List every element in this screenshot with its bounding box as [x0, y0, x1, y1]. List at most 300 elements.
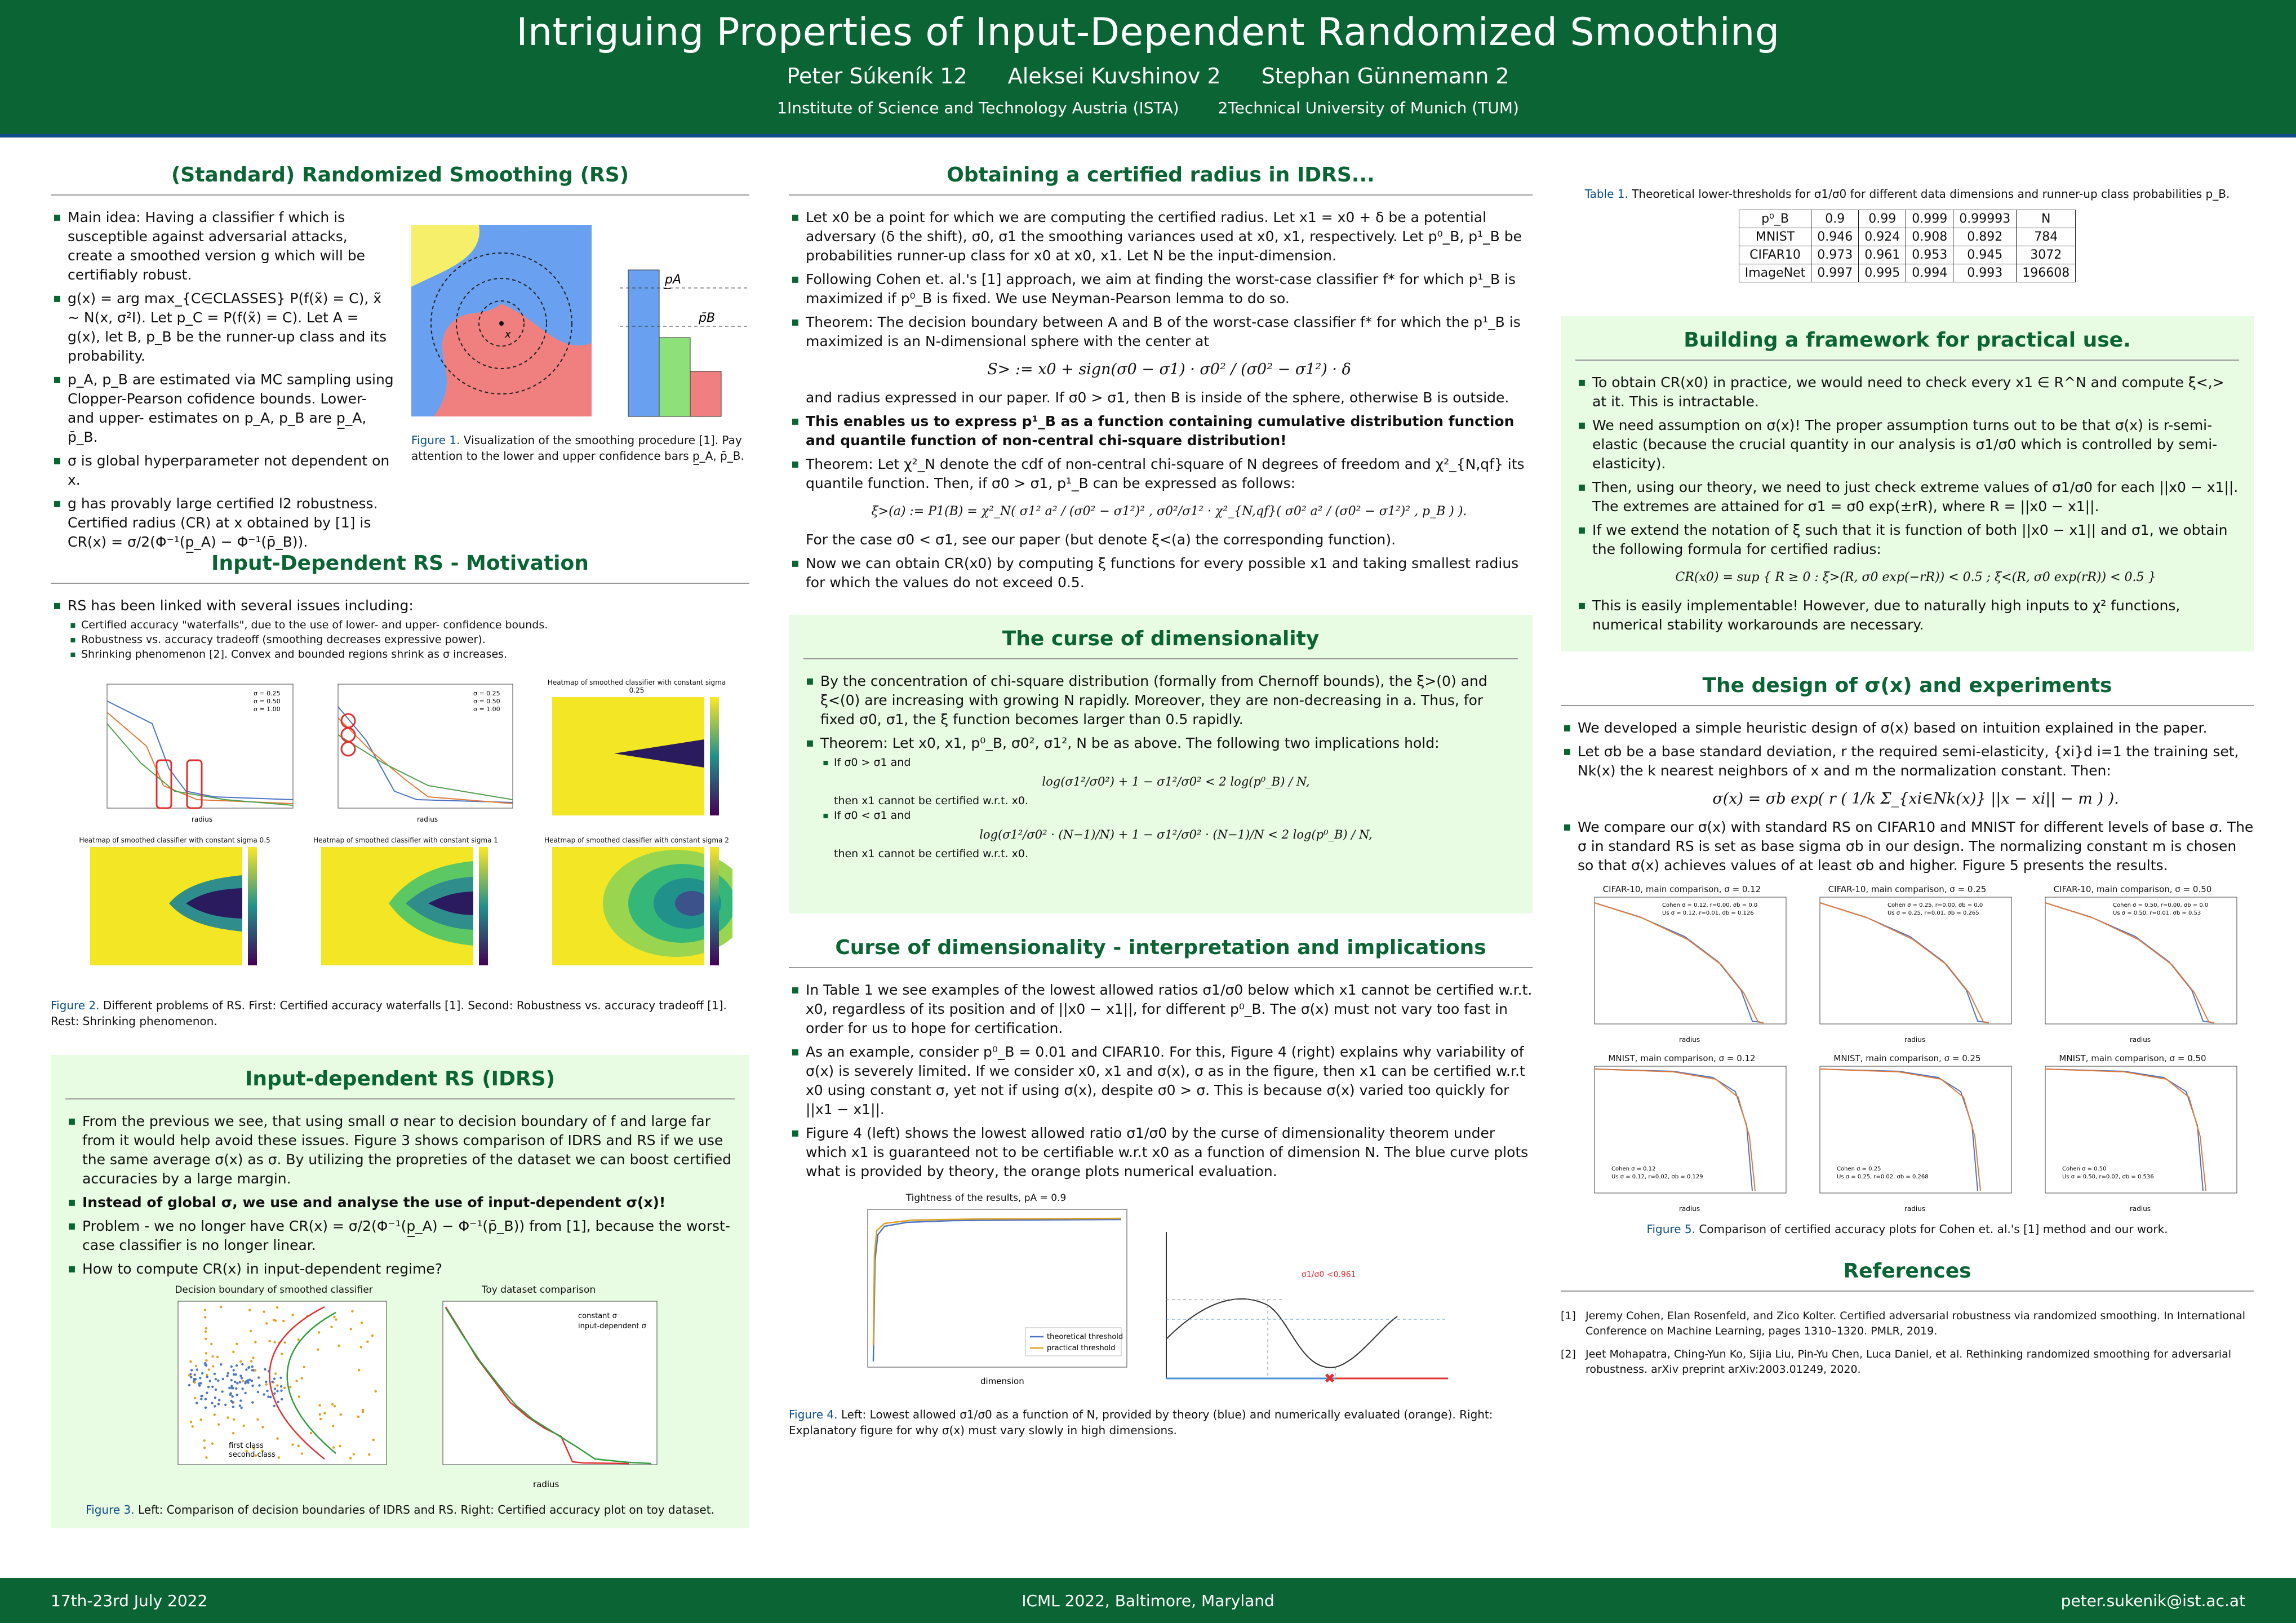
- scatter-point: [319, 1418, 322, 1420]
- scatter-point: [192, 1425, 194, 1427]
- bullet: ▪ Let x0 be a point for which we are computing the certified radius. Let x1 = x0 + δ be a potential adversary (δ the shift), σ0, σ1 the smoothing variances used at x0, x1, respectively. Let p⁰_B, p¹_B be probabilities runner-up class for x0 at x0, x1. Let N be the input-dimension.: [789, 208, 1533, 265]
- section-rs: [51, 208, 749, 550]
- legend-entry: Us σ = 0.50, r=0.02, σb = 0.536: [2062, 1174, 2154, 1180]
- header-divider: [0, 134, 2296, 138]
- legend-entry: input-dependent σ: [578, 1322, 646, 1331]
- bullet: ▪ Figure 4 (left) shows the lowest allowed ratio σ1/σ0 by the curse of dimensionality theorem under which x1 is guaranteed not to be certifiable w.r.t x0 as a function of dimension N. The blue curve plots what is provided by theory, the orange plots numerical evaluation.: [789, 1124, 1533, 1181]
- scatter-point: [236, 1394, 238, 1396]
- scatter-point: [206, 1374, 208, 1376]
- equation: log(σ1²/σ0² · (N−1)/N) + 1 − σ1²/σ0² · (N−1)/N < 2 log(p⁰_B) / N,: [979, 828, 1373, 841]
- scatter-point: [201, 1395, 203, 1397]
- scatter-point: [239, 1360, 242, 1363]
- axis-label: radius: [2130, 1205, 2151, 1213]
- scatter-point: [205, 1352, 207, 1354]
- column-middle: [789, 163, 1533, 1438]
- table-header: 0.99993: [1953, 210, 2017, 228]
- bullet-text: Theorem: The decision boundary between A and B of the worst-case classifier f* for which the p¹_B is maximized is an N-dimensional sphere with the center at: [806, 314, 1521, 349]
- heatmap-title: Heatmap of smoothed classifier with constant sigma 2: [544, 836, 729, 844]
- scatter-point: [267, 1395, 269, 1398]
- comparison-plot: [1572, 1053, 1792, 1218]
- idrs-box: [51, 1055, 749, 1528]
- scatter-point: [214, 1405, 216, 1407]
- smoothing-visualization: [411, 225, 749, 422]
- scatter-point: [222, 1378, 224, 1380]
- column-left: [51, 163, 749, 1528]
- reference-list: [1561, 1309, 2254, 1377]
- bullet: ▪ We compare our σ(x) with standard RS on CIFAR10 and MNIST for different levels of base σ. The σ in standard RS is set as base sigma σb in our design. The normalizing constant m is chosen so that σ(x) achieves values of at least σb and higher. Figure 5 presents the results.: [1561, 818, 2254, 875]
- scatter-point: [276, 1384, 278, 1386]
- heatmap-1: [541, 694, 732, 824]
- scatter-point: [273, 1393, 276, 1395]
- scatter-point: [204, 1316, 206, 1318]
- scatter-point: [298, 1395, 300, 1398]
- bullet: [789, 455, 1533, 549]
- scatter-point: [193, 1378, 196, 1380]
- table-row: [1739, 246, 2075, 264]
- author-list: [0, 63, 2296, 89]
- bullet-list: [789, 208, 1533, 592]
- scatter-point: [216, 1356, 219, 1358]
- table-cell: 0.995: [1859, 264, 1906, 282]
- footer-date: 17th-23rd July 2022: [51, 1591, 208, 1610]
- caption-text: Left: Lowest allowed σ1/σ0 as a function of N, provided by theory (blue) and numerically evaluated (orange). Right: Explanatory figure for why σ(x) must vary slowly in high dimensions.: [789, 1408, 1493, 1437]
- author: Peter Súkeník 12: [787, 64, 967, 88]
- scatter-point: [241, 1387, 243, 1390]
- bullet-list: [65, 1112, 735, 1279]
- scatter-point: [199, 1377, 201, 1379]
- bullet-text: Let σb be a base standard deviation, r the required semi-elasticity, {xi}d i=1 the training set, Nk(x) the k nearest neighbors of x and m the normalization constant. Then:: [1578, 743, 2239, 779]
- legend-entry: Cohen σ = 0.12: [1611, 1166, 1656, 1172]
- heatmap-panel: [310, 836, 501, 976]
- scatter-point: [266, 1390, 268, 1392]
- axis-label: radius: [417, 815, 438, 823]
- scatter-point: [233, 1418, 235, 1421]
- heatmap-3: [310, 844, 501, 974]
- scatter-point: [250, 1360, 252, 1362]
- table-cell: 0.892: [1953, 228, 2017, 246]
- scatter-point: [265, 1322, 268, 1324]
- scatter-point: [232, 1351, 234, 1353]
- table-header: N: [2017, 210, 2076, 228]
- section-title: Curse of dimensionality - interpretation and implications: [789, 936, 1533, 968]
- bullet-list: [1561, 719, 2254, 875]
- scatter-point: [317, 1349, 319, 1351]
- scatter-point: [332, 1425, 334, 1427]
- axis-label: radius: [192, 815, 213, 823]
- section-title: The design of σ(x) and experiments: [1561, 674, 2254, 706]
- axis-label: radius: [1679, 1205, 1700, 1213]
- scatter-point: [261, 1426, 264, 1428]
- legend-entry: practical threshold: [1047, 1344, 1116, 1353]
- scatter-point: [337, 1345, 340, 1347]
- scatter-point: [366, 1341, 368, 1343]
- scatter-point: [248, 1378, 251, 1381]
- bullet: ▪ Main idea: Having a classifier f which is susceptible against adversarial attacks, create a smoothed version g which will be certifiably robust.: [51, 208, 394, 285]
- scatter-point: [269, 1396, 272, 1398]
- bullet-list: [1575, 373, 2239, 635]
- scatter-point: [349, 1457, 352, 1459]
- legend-entry: σ = 1.00: [473, 706, 500, 713]
- scatter-point: [276, 1306, 278, 1309]
- comparison-plot: [1797, 884, 2017, 1049]
- heatmap-panel: [541, 836, 732, 976]
- scatter-point: [252, 1356, 254, 1359]
- scatter-point: [281, 1398, 283, 1400]
- scatter-point: [215, 1389, 217, 1391]
- sub-list: [820, 755, 1518, 861]
- caption-text: Different problems of RS. First: Certified accuracy waterfalls [1]. Second: Robustness vs. accuracy tradeoff [1]. Rest: Shrinking phenomenon.: [51, 999, 727, 1028]
- bullet: ▪ To obtain CR(x0) in practice, we would need to check every x1 ∈ R^N and compute ξ<,> at it. This is intractable.: [1575, 373, 2239, 411]
- scatter-point: [265, 1383, 268, 1386]
- figure-5: [1561, 884, 2254, 1217]
- scatter-point: [204, 1309, 206, 1311]
- scatter-point: [234, 1381, 236, 1383]
- scatter-point: [210, 1343, 212, 1345]
- table-header: 0.999: [1906, 210, 1953, 228]
- scatter-point: [229, 1394, 232, 1396]
- table-cell: MNIST: [1739, 228, 1811, 246]
- scatter-point: [351, 1310, 353, 1312]
- sub-list: [68, 618, 749, 662]
- bullet: [789, 412, 1533, 450]
- scatter-point: [263, 1393, 265, 1395]
- bullet: [65, 1193, 735, 1212]
- legend-entry: σ = 0.50: [254, 698, 281, 705]
- scatter-point: [241, 1407, 243, 1409]
- scatter-point: [245, 1368, 247, 1371]
- poster-title: Intriguing Properties of Input-Dependent Randomized Smoothing: [516, 10, 1780, 55]
- scatter-point: [279, 1377, 282, 1379]
- scatter-point: [208, 1368, 210, 1371]
- caption-text: Theoretical lower-thresholds for σ1/σ0 for different data dimensions and runner-up class probabilities p_B.: [1632, 187, 2230, 201]
- scatter-point: [214, 1373, 216, 1375]
- scatter-point: [333, 1316, 335, 1318]
- scatter-point: [212, 1365, 214, 1367]
- bullet: ▪ This is easily implementable! However, due to naturally high inputs to χ² functions, numerical stability workarounds are necessary.: [1575, 596, 2239, 635]
- scatter-point: [247, 1367, 250, 1369]
- sub-bullet: [820, 755, 1518, 808]
- scatter-point: [245, 1392, 247, 1394]
- bullet: ▪ g(x) = arg max_{C∈CLASSES} P(f(x̃) = C), x̃ ∼ N(x, σ²I). Let p_C = P(f(x̃) = C). Let A = g(x), let B, p_B be the runner-up class and its probability.: [51, 289, 394, 366]
- bullet: [789, 313, 1533, 407]
- heatmap-2: [79, 844, 270, 974]
- figure-2: [51, 679, 749, 994]
- equation: CR(x0) = sup { R ≥ 0 : ξ>(R, σ0 exp(−rR)) < 0.5 ; ξ<(R, σ0 exp(rR)) < 0.5 }: [1675, 570, 2156, 584]
- plot-title: MNIST, main comparison, σ = 0.12: [1608, 1053, 1756, 1063]
- curse-box: [789, 615, 1533, 914]
- comparison-plot: [1797, 1053, 2017, 1218]
- framework-box: [1561, 316, 2254, 651]
- scatter-point: [257, 1376, 260, 1378]
- scatter-point: [358, 1369, 360, 1371]
- scatter-point: [220, 1363, 222, 1365]
- scatter-point: [254, 1341, 256, 1343]
- bullet: ▪ p_A, p_B are estimated via MC sampling using Clopper-Pearson cofidence bounds. Lower- and upper- estimates on p_A, p_B are p̲_A, p̄_B.: [51, 370, 394, 447]
- scatter-point: [200, 1398, 202, 1400]
- figure-caption: [1561, 1221, 2254, 1237]
- section-title: (Standard) Randomized Smoothing (RS): [51, 163, 749, 196]
- equation: σ(x) = σb exp( r ( 1/k Σ_{xi∈Nk(x)} ||x − xi|| − m ) ).: [1712, 790, 2119, 808]
- threshold-table: [1739, 210, 2076, 282]
- scatter-point: [215, 1378, 217, 1380]
- scatter-point: [297, 1445, 300, 1447]
- table-cell: 784: [2017, 228, 2076, 246]
- figure-caption: [51, 997, 749, 1029]
- scatter-point: [357, 1416, 359, 1418]
- scatter-point: [276, 1438, 278, 1440]
- author: Aleksei Kuvshinov 2: [1007, 64, 1221, 88]
- legend-entry: Cohen σ = 0.25: [1837, 1166, 1881, 1172]
- scatter-point: [371, 1334, 374, 1337]
- bullet-list: [51, 596, 749, 662]
- table-cell: CIFAR10: [1739, 246, 1811, 264]
- table-cell: 196608: [2017, 264, 2076, 282]
- scatter-point: [189, 1360, 192, 1363]
- equation: S> := x0 + sign(σ0 − σ1) · σ0² / (σ0² − σ1²) · δ: [987, 361, 1351, 378]
- bullet: ▪ As an example, consider p⁰_B = 0.01 and CIFAR10. For this, Figure 4 (right) explains why variability of σ(x) is severely limited. If we consider x0, x1 and σ(x), σ as in the figure, then x1 can be certified w.r.t x0 using constant σ, yet not if using σ(x), despite σ0 > σ. This is because σ(x) varied too quickly for ||x1 − x1||.: [789, 1043, 1533, 1119]
- scatter-point: [362, 1411, 364, 1413]
- scatter-point: [239, 1404, 241, 1407]
- scatter-point: [292, 1314, 294, 1316]
- scatter-point: [242, 1380, 244, 1382]
- scatter-point: [190, 1369, 193, 1371]
- section-title: The curse of dimensionality: [803, 627, 1518, 659]
- scatter-point: [248, 1309, 251, 1311]
- bullet: [1561, 742, 2254, 809]
- scatter-point: [251, 1365, 254, 1368]
- figure-3: [65, 1284, 735, 1498]
- section-title: Input-Dependent RS - Motivation: [51, 552, 749, 584]
- legend-entry: Us σ = 0.50, r=0.01, σb = 0.53: [2113, 910, 2201, 916]
- scatter-point: [214, 1413, 216, 1416]
- scatter-point: [230, 1365, 233, 1368]
- scatter-point: [236, 1364, 238, 1367]
- plot-title: MNIST, main comparison, σ = 0.25: [1833, 1053, 1981, 1063]
- legend-entry: σ = 1.00: [254, 706, 281, 713]
- axis-label: radius: [2130, 1036, 2151, 1044]
- figure-4: [789, 1192, 1533, 1407]
- bullet: ▪ By the concentration of chi-square distribution (formally from Chernoff bounds), the ξ>(0) and ξ<(0) are increasing with growing N rapidly. Moreover, they are non-decreasing in a. Thus, for fixed σ0, σ1, the ξ function becomes larger than 0.5 rapidly.: [803, 672, 1518, 729]
- decision-boundary-plot: [156, 1284, 392, 1484]
- scatter-point: [318, 1331, 320, 1333]
- scatter-point: [318, 1404, 321, 1407]
- bullet-text: RS has been linked with several issues including:: [68, 597, 414, 614]
- bullet-text: This enables us to express p¹_B as a function containing cumulative distribution function and quantile function of non-central chi-square distribution!: [806, 413, 1515, 449]
- table-cell: 0.945: [1953, 246, 2017, 264]
- scatter-point: [218, 1399, 220, 1401]
- table-cell: 0.993: [1953, 264, 2017, 282]
- scatter-point: [273, 1319, 275, 1321]
- legend-entry: Cohen σ = 0.50, r=0.00, σb = 0.0: [2113, 902, 2209, 908]
- legend-entry: first class: [229, 1442, 264, 1450]
- scatter-point: [232, 1395, 234, 1398]
- scatter-point: [206, 1391, 208, 1394]
- equation: log(σ1²/σ0²) + 1 − σ1²/σ0² < 2 log(p⁰_B) / N,: [1042, 775, 1310, 788]
- scatter-point: [254, 1369, 256, 1371]
- equation: ξ>(a) := P1(B) = χ²_N( σ1² a² / (σ0² − σ1²)² , σ0²/σ1² · χ²_{N,qf}( σ0² a² / (σ0² − σ1²)² , p_B ) ).: [871, 504, 1467, 518]
- toy-comparison-plot: [415, 1284, 663, 1495]
- scatter-point: [205, 1327, 207, 1329]
- scatter-point: [230, 1387, 233, 1389]
- legend-entry: σ = 0.25: [473, 690, 500, 697]
- scatter-point: [188, 1384, 190, 1386]
- plot-title: Decision boundary of smoothed classifier: [175, 1284, 373, 1296]
- comparison-plot: [2023, 884, 2242, 1049]
- bullet: ▪ σ is global hyperparameter not dependent on x.: [51, 451, 394, 490]
- bullet: ▪ We developed a simple heuristic design of σ(x) based on intuition explained in the paper.: [1561, 719, 2254, 738]
- reference: [1] Jeremy Cohen, Elan Rosenfeld, and Zico Kolter. Certified adversarial robustness via randomized smoothing. In International Conference on Machine Learning, pages 1310–1320. PMLR, 2019.: [1561, 1310, 2246, 1337]
- caption-label: Figure 4.: [789, 1408, 838, 1421]
- scatter-point: [264, 1368, 266, 1371]
- bullet: [51, 596, 749, 662]
- scatter-point: [303, 1366, 305, 1368]
- scatter-point: [230, 1379, 233, 1381]
- scatter-point: [301, 1377, 303, 1380]
- legend-entry: Us σ = 0.25, r=0.02, σb = 0.268: [1837, 1174, 1929, 1180]
- scatter-point: [277, 1401, 279, 1403]
- scatter-point: [236, 1343, 238, 1345]
- legend-entry: Us σ = 0.12, r=0.02, σb = 0.129: [1611, 1174, 1703, 1180]
- scatter-point: [258, 1384, 260, 1386]
- scatter-point: [289, 1386, 291, 1388]
- scatter-point: [281, 1353, 283, 1355]
- caption-text: Comparison of certified accuracy plots for Cohen et. al.'s [1] method and our work.: [1699, 1222, 2168, 1236]
- caption-text: Left: Comparison of decision boundaries of IDRS and RS. Right: Certified accuracy plot on toy dataset.: [137, 1503, 714, 1516]
- table-cell: 0.908: [1906, 228, 1953, 246]
- explanatory-plot: [1155, 1226, 1454, 1398]
- table-cell: 0.946: [1811, 228, 1859, 246]
- legend-entry: second class: [229, 1451, 276, 1459]
- annotation: σ1/σ0 <0.961: [1302, 1270, 1356, 1279]
- scatter-point: [226, 1375, 228, 1377]
- scatter-point: [273, 1341, 276, 1343]
- scatter-point: [232, 1432, 234, 1434]
- scatter-point: [257, 1391, 259, 1393]
- scatter-point: [217, 1380, 219, 1382]
- bullet: ▪ Then, using our theory, we need to just check extreme values of σ1/σ0 for each ||x0 − x1||. The extremes are attained for σ1 = σ0 exp(±rR), where R = ||x0 − x1||.: [1575, 478, 2239, 516]
- scatter-point: [340, 1413, 342, 1416]
- scatter-point: [319, 1413, 321, 1416]
- scatter-point: [295, 1380, 297, 1382]
- caption-label: Table 1.: [1584, 187, 1628, 201]
- explanatory-svg: [1155, 1226, 1454, 1395]
- scatter-point: [228, 1387, 230, 1389]
- scatter-point: [274, 1372, 277, 1374]
- bullet: ▪ Following Cohen et. al.'s [1] approach, we aim at finding the worst-case classifier f* for which p¹_B is maximized if p⁰_B is fixed. We use Neyman-Pearson lemma to do so.: [789, 270, 1533, 308]
- scatter-point: [208, 1380, 211, 1382]
- scatter-point: [217, 1403, 220, 1405]
- plot-title: Toy dataset comparison: [481, 1284, 596, 1296]
- scatter-point: [361, 1322, 363, 1324]
- toy-svg: [415, 1296, 663, 1493]
- figure-caption: [789, 1407, 1533, 1438]
- scatter-point: [241, 1363, 243, 1365]
- bullet: [1575, 521, 2239, 587]
- scatter-point: [276, 1390, 278, 1392]
- table-row: [1739, 264, 2075, 282]
- bullet: ▪ Now we can obtain CR(x0) by computing ξ functions for every possible x1 and taking smallest radius for which the values do not exceed 0.5.: [789, 554, 1533, 592]
- table-cell: 0.994: [1906, 264, 1953, 282]
- scatter-point: [236, 1382, 238, 1384]
- table-header: p⁰_B: [1739, 210, 1811, 228]
- scatter-point: [263, 1310, 265, 1312]
- table-header: 0.99: [1859, 210, 1906, 228]
- reference-text: Jeet Mohapatra, Ching-Yun Ko, Sijia Liu, Pin-Yu Chen, Luca Daniel, et al. Rethinking randomized smoothing for adversarial robustness. arXiv preprint arXiv:2003.01249, 2020.: [1586, 1348, 2232, 1376]
- sub-text: If σ0 < σ1 and: [834, 809, 911, 822]
- pb-label: p̄B: [699, 311, 716, 325]
- table-header-row: [1739, 210, 2075, 228]
- scatter-point: [251, 1385, 254, 1387]
- axis-label: radius: [533, 1479, 559, 1489]
- axis-label: radius: [1904, 1205, 1926, 1213]
- scatter-point: [353, 1453, 355, 1455]
- scatter-point: [220, 1306, 222, 1308]
- scatter-point: [231, 1401, 233, 1403]
- scatter-point: [335, 1318, 337, 1320]
- scatter-point: [205, 1338, 207, 1340]
- scatter-point: [273, 1405, 276, 1407]
- figure-caption: [65, 1502, 735, 1518]
- legend-entry: Us σ = 0.25, r=0.01, σb = 0.265: [1888, 910, 1979, 916]
- sub-bullet: [820, 808, 1518, 861]
- table-header: 0.9: [1811, 210, 1859, 228]
- scatter-point: [224, 1404, 227, 1406]
- table-cell: 0.961: [1859, 246, 1906, 264]
- scatter-point: [247, 1381, 249, 1383]
- affiliation: 1Institute of Science and Technology Austria (ISTA): [777, 99, 1179, 117]
- heatmap-panel: [79, 836, 270, 976]
- scatter-point: [194, 1373, 196, 1376]
- section-title: References: [1561, 1260, 2254, 1292]
- scatter-point: [205, 1359, 207, 1362]
- bullet-text: Theorem: Let x0, x1, p⁰_B, σ0², σ1², N be as above. The following two implications hold:: [820, 735, 1440, 751]
- scatter-point: [256, 1418, 259, 1421]
- scatter-point: [227, 1416, 229, 1418]
- plot-title: CIFAR-10, main comparison, σ = 0.12: [1602, 884, 1761, 894]
- scatter-point: [330, 1325, 332, 1328]
- legend-entry: theoretical threshold: [1047, 1333, 1123, 1341]
- scatter-point: [239, 1399, 242, 1402]
- scatter-point: [194, 1381, 196, 1383]
- heatmap-title: Heatmap of smoothed classifier with constant sigma 0.5: [79, 836, 270, 844]
- bullet-text: and radius expressed in our paper. If σ0 > σ1, then B is inside of the sphere, otherwise B is outside.: [806, 389, 1509, 406]
- axis-label: dimension: [980, 1376, 1024, 1386]
- scatter-point: [339, 1445, 341, 1447]
- bullet: ▪ In Table 1 we see examples of the lowest allowed ratios σ1/σ0 below which x1 cannot be certified w.r.t. x0, regardless of its position and of ||x0 − x1||, for different p⁰_B. The σ(x) must not vary too fast in order for us to hope for certification.: [789, 981, 1533, 1038]
- section-title: Obtaining a certified radius in IDRS...: [789, 163, 1533, 196]
- affiliation: 2Technical University of Munich (TUM): [1218, 99, 1519, 117]
- pa-label: p̲A: [665, 273, 682, 287]
- bullet: ▪ How to compute CR(x) in input-dependent regime?: [65, 1260, 735, 1279]
- scatter-point: [203, 1439, 206, 1442]
- scatter-point: [334, 1405, 336, 1407]
- bullet-text: Instead of global σ, we use and analyse the use of input-dependent σ(x)!: [82, 1194, 666, 1210]
- table-cell: 0.997: [1811, 264, 1859, 282]
- bullet: [803, 734, 1518, 861]
- scatter-point: [375, 1390, 377, 1393]
- section-title: Building a framework for practical use.: [1575, 329, 2239, 361]
- legend-entry: Cohen σ = 0.12, r=0.00, σb = 0.0: [1662, 902, 1758, 908]
- scatter-point: [201, 1372, 203, 1374]
- scatter-point: [278, 1456, 280, 1458]
- bullet-text: For the case σ0 < σ1, see our paper (but denote ξ<(a) the corresponding function).: [806, 531, 1396, 548]
- scatter-point: [211, 1386, 214, 1388]
- point-label: x: [505, 329, 511, 340]
- sub-bullet: ▪ Robustness vs. accuracy tradeoff (smoothing decreases expressive power).: [68, 632, 749, 647]
- scatter-point: [198, 1382, 200, 1385]
- reference-text: Jeremy Cohen, Elan Rosenfeld, and Zico Kolter. Certified adversarial robustness via randomized smoothing. In International Conference on Machine Learning, pages 1310–1320. PMLR, 2019.: [1586, 1310, 2246, 1337]
- scatter-point: [227, 1372, 229, 1374]
